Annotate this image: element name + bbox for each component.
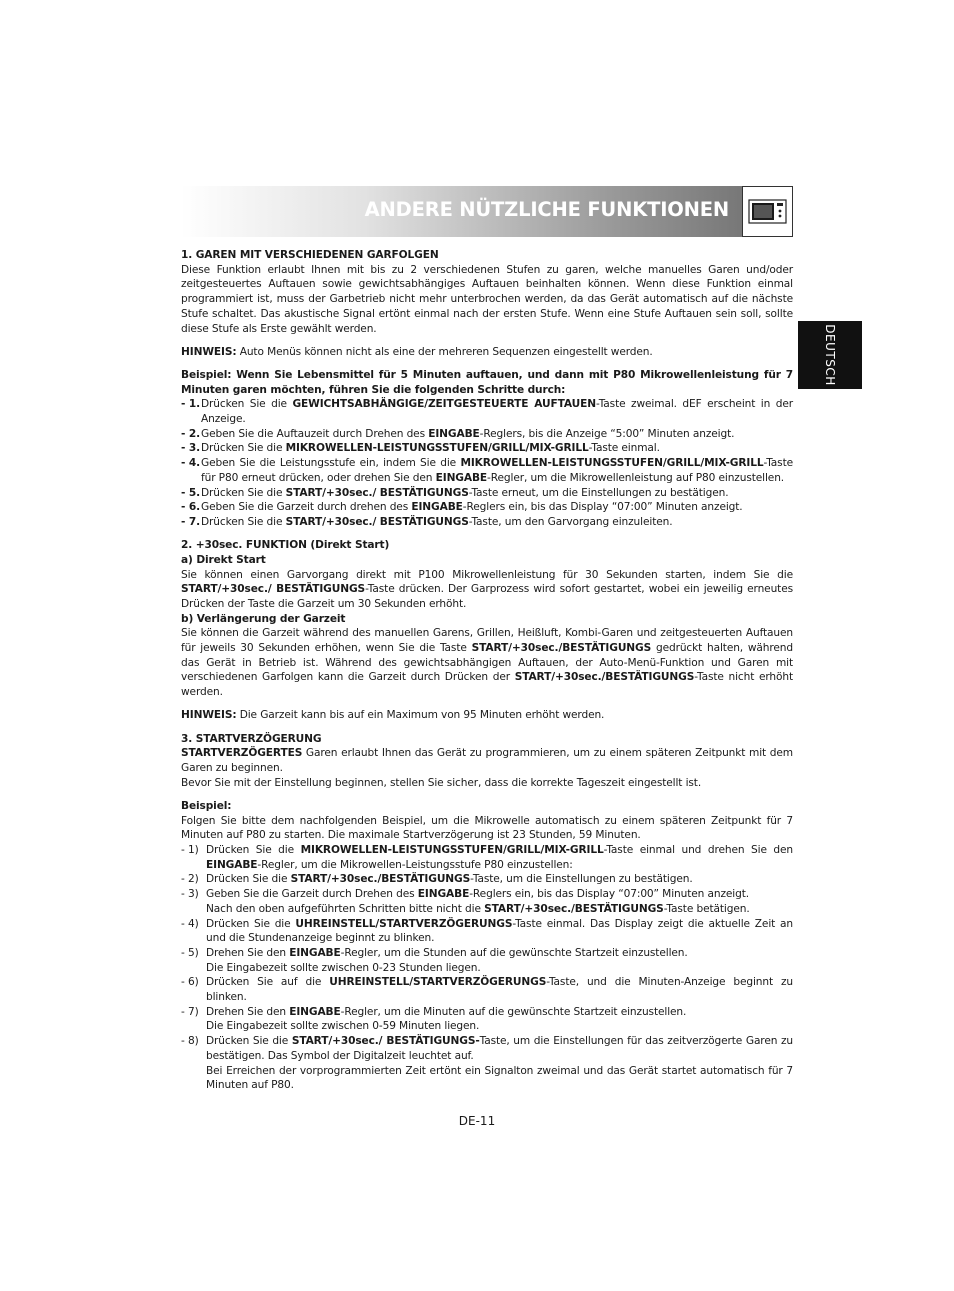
section-1-example: Beispiel: Wenn Sie Lebensmittel für 5 Minuten auftauen, und dann mit P80 Mikrowellenleistung für 7 Minuten garen möchten, führen Sie die folgenden Schritte durch: [181,368,793,396]
header-icon-box [742,186,793,237]
language-tab-label: DEUTSCH [823,324,837,386]
section-3-intro-2: Bevor Sie mit der Einstellung beginnen, stellen Sie sicher, dass die korrekte Tageszeit eingestellt ist. [181,776,702,789]
section-3-intro: STARTVERZÖGERTES Garen erlaubt Ihnen das Gerät zu programmieren, um zu einem späteren Zeitpunkt mit dem Garen zu beginnen. [181,747,793,774]
page-title: ANDERE NÜTZLICHE FUNKTIONEN [364,198,729,221]
section-2b-text: Sie können die Garzeit während des manuellen Garens, Grillen, Heißluft, Kombi-Garen und zeitgesteuerten Auftauen für jeweils 30 Sekunden erhöhen, wenn Sie die Taste START/+30sec./BESTÄTIGUNGS gedrückt halten, während das Gerät in Betrieb ist. Während des gewichtsabhängigen Auftauen, der Auto-Menü-Funktion und Garen mit verschiedenen Garfolgen kann die Garzeit durch Drücken der START/+30sec./BESTÄTIGUNGS-Taste nicht erhöht werden. [181,627,793,699]
section-1-heading: 1. GAREN MIT VERSCHIEDENEN GARFOLGEN [181,249,439,261]
s1-step: - 4. Geben Sie die Leistungsstufe ein, indem Sie die MIKROWELLEN-LEISTUNGSSTUFEN/GRILL/MIX-GRILL-Taste für P80 erneut drücken, oder drehen Sie den EINGABE-Regler, um die Mikrowellenleistung auf P80 einzustellen. [181,457,793,484]
section-3-heading: 3. STARTVERZÖGERUNG [181,732,322,745]
s1-step: - 1. Drücken Sie die GEWICHTSABHÄNGIGE/ZEITGESTEUERTE AUFTAUEN-Taste zweimal. dEF erscheint in der Anzeige. [181,398,793,426]
note-label: HINWEIS: [181,709,237,722]
section-2a-text: Sie können einen Garvorgang direkt mit P100 Mikrowellenleistung für 30 Sekunden starten, indem Sie die START/+30sec./ BESTÄTIGUNGS-Taste drücken. Der Garprozess wird sofort gestartet, wobei ein jeweilig erneutes Drücken der Taste die Garzeit um 30 Sekunden erhöht. [181,568,793,610]
section-1-intro: Diese Funktion erlaubt Ihnen mit bis zu 2 verschiedenen Stufen zu garen, welche manuelles Garen und/oder zeitgesteuertes Auftauen sowie gewichtsabhängiges Auftauen beinhalten können. Wenn diese Funktion einmal programmiert ist, muss der Garbetrieb nicht mehr unterbrochen werden, da das Gerät automatisch auf die nächste Stufe schaltet. Das akustische Signal ertönt einmal nach der ersten Stufe. Wenn eine Stufe Auftauen sein soll, sollte diese Stufe als Erste gewählt werden. [181,263,793,335]
s3-step: - 8) Drücken Sie die START/+30sec./ BESTÄTIGUNGS-Taste, um die Einstellungen für das zeitverzögerte Garen zu bestätigen. Das Symbol der Digitalzeit leuchtet auf. Bei Erreichen der vorprogrammierten Zeit ertönt ein Signalton zweimal und das Gerät startet automatisch für 7 Minuten auf P80. [181,1035,793,1092]
section-2-heading: 2. +30sec. FUNKTION (Direkt Start) [181,539,390,552]
s1-step: - 2. Geben Sie die Auftauzeit durch Drehen des EINGABE-Reglers, bis die Anzeige “5:00” Minuten anzeigt. [181,427,735,440]
page-number: DE-11 [458,1114,496,1128]
s3-step: - 3) Geben Sie die Garzeit durch Drehen des EINGABE-Reglers ein, bis das Display “07:00” Minuten anzeigt. Nach den oben aufgeführten Schritten bitte nicht die START/+30sec./BESTÄTIGUNGS-Taste betätigen. [181,888,750,915]
section-3-example-label: Beispiel: [181,799,232,812]
language-tab [798,321,862,389]
section-2a-heading: a) Direkt Start [181,553,266,566]
s3-step: - 4) Drücken Sie die UHREINSTELL/STARTVERZÖGERUNGS-Taste einmal. Das Display zeigt die aktuelle Zeit an und die Stundenanzeige beginnt zu blinken. [181,917,793,945]
s3-step: - 1) Drücken Sie die MIKROWELLEN-LEISTUNGSSTUFEN/GRILL/MIX-GRILL-Taste einmal und drehen Sie den EINGABE-Regler, um die Mikrowellen-Leistungsstufe P80 einzustellen: [181,844,794,871]
note-label: HINWEIS: [181,345,237,358]
page-content [181,248,793,1093]
s1-step: - 3. Drücken Sie die MIKROWELLEN-LEISTUNGSSTUFEN/GRILL/MIX-GRILL-Taste einmal. [181,442,660,455]
section-header-bar [181,186,793,237]
note-text: Auto Menüs können nicht als eine der mehreren Sequenzen eingestellt werden. [236,345,653,358]
section-2b-heading: b) Verlängerung der Garzeit [181,612,346,625]
s3-step: - 6) Drücken Sie auf die UHREINSTELL/STARTVERZÖGERUNGS-Taste, und die Minuten-Anzeige beginnt zu blinken. [181,976,794,1004]
note-text: Die Garzeit kann bis auf ein Maximum von 95 Minuten erhöht werden. [236,709,605,722]
s1-step: - 6. Geben Sie die Garzeit durch drehen des EINGABE-Reglers ein, bis das Display “07:00” Minuten anzeigt. [181,501,743,514]
s3-step: - 5) Drehen Sie den EINGABE-Regler, um die Stunden auf die gewünschte Startzeit einzustellen. Die Eingabezeit sollte zwischen 0-23 Stunden liegen. [181,946,688,974]
s3-step: - 2) Drücken Sie die START/+30sec./BESTÄTIGUNGS-Taste, um die Einstellungen zu bestätigen. [181,873,693,886]
section-1-note [181,345,793,360]
microwave-icon [743,187,792,236]
s3-step: - 7) Drehen Sie den EINGABE-Regler, um die Minuten auf die gewünschte Startzeit einzustellen. Die Eingabezeit sollte zwischen 0-59 Minuten liegen. [181,1005,687,1033]
s1-step: - 7. Drücken Sie die START/+30sec./ BESTÄTIGUNGS-Taste, um den Garvorgang einzuleiten. [181,515,673,528]
section-2-note [181,708,793,723]
s1-step: - 5. Drücken Sie die START/+30sec./ BESTÄTIGUNGS-Taste erneut, um die Einstellungen zu bestätigen. [181,486,729,499]
section-3-example-text: Folgen Sie bitte dem nachfolgenden Beispiel, um die Mikrowelle automatisch zu einem späteren Zeitpunkt für 7 Minuten auf P80 zu starten. Die maximale Startverzögerung ist 23 Stunden, 59 Minuten. [181,814,793,842]
